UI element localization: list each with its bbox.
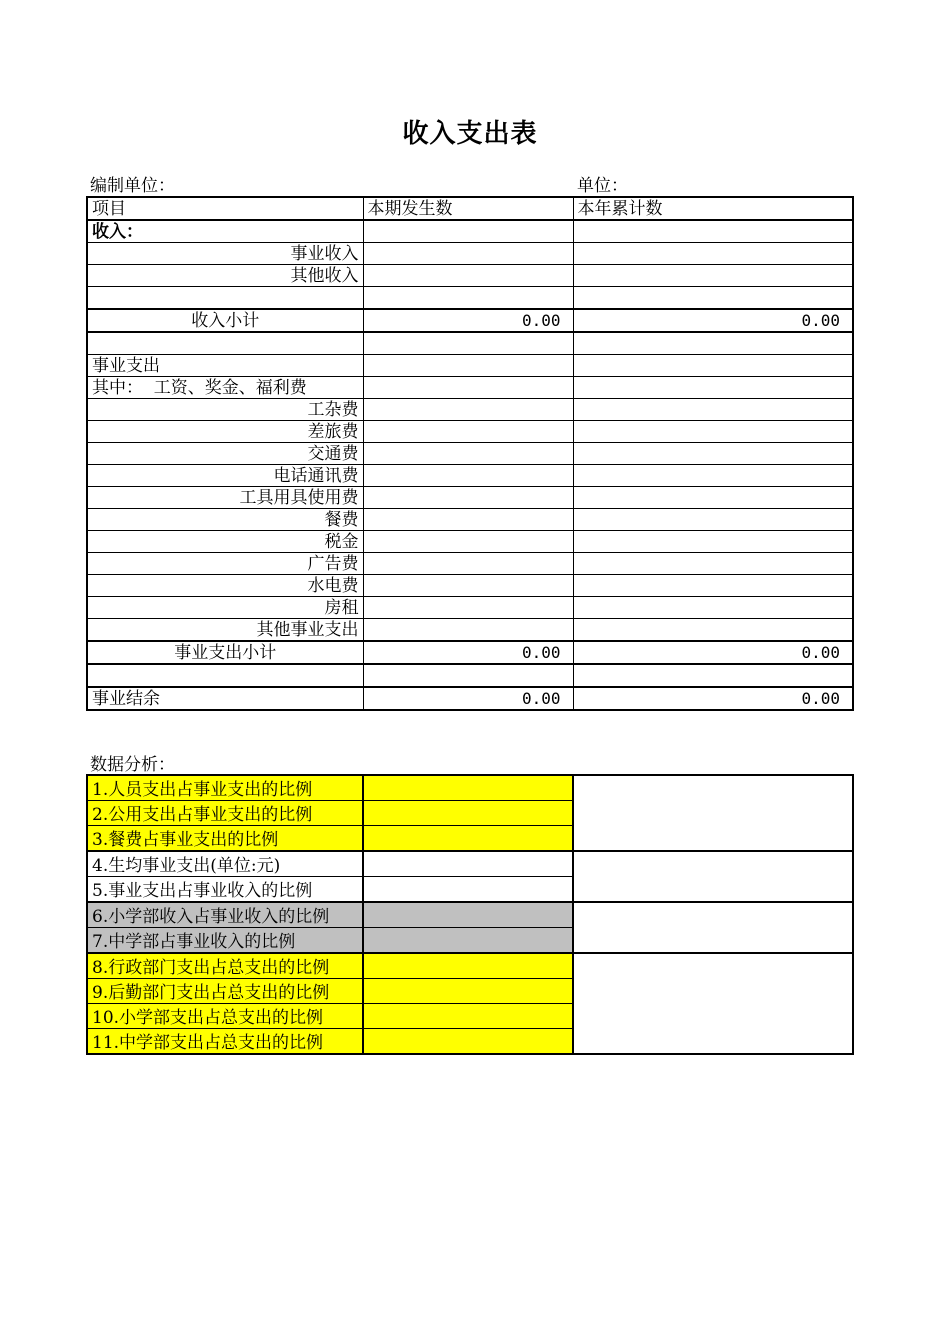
expense-heading: 事业支出 xyxy=(87,355,363,377)
analysis-item: 4.生均事业支出(单位:元) xyxy=(87,851,363,877)
surplus-period: 0.00 xyxy=(363,687,573,710)
cell-period[interactable] xyxy=(363,531,573,553)
expense-subtotal-ytd: 0.00 xyxy=(573,641,853,664)
cell-period[interactable] xyxy=(363,287,573,310)
row-label xyxy=(87,332,363,355)
analysis-value[interactable] xyxy=(363,1004,573,1029)
analysis-value[interactable] xyxy=(363,826,573,852)
cell-period[interactable] xyxy=(363,553,573,575)
income-subtotal-label: 收入小计 xyxy=(87,309,363,332)
analysis-value[interactable] xyxy=(363,902,573,928)
analysis-row xyxy=(87,902,853,928)
table-row xyxy=(87,553,853,575)
income-subtotal-period: 0.00 xyxy=(363,309,573,332)
income-subtotal-row xyxy=(87,309,853,332)
expense-subtotal-period: 0.00 xyxy=(363,641,573,664)
row-label: 其他收入 xyxy=(87,265,363,287)
cell-ytd[interactable] xyxy=(573,619,853,642)
cell-ytd[interactable] xyxy=(573,332,853,355)
analysis-label: 数据分析： xyxy=(90,755,175,775)
analysis-item: 10.小学部支出占总支出的比例 xyxy=(87,1004,363,1029)
row-label: 水电费 xyxy=(87,575,363,597)
analysis-row xyxy=(87,953,853,979)
cell-ytd[interactable] xyxy=(573,531,853,553)
cell-ytd[interactable] xyxy=(573,421,853,443)
cell-period[interactable] xyxy=(363,265,573,287)
row-label: 电话通讯费 xyxy=(87,465,363,487)
analysis-value[interactable] xyxy=(363,801,573,826)
analysis-row xyxy=(87,775,853,801)
analysis-table xyxy=(86,774,854,1055)
cell-period[interactable] xyxy=(363,399,573,421)
table-row xyxy=(87,597,853,619)
analysis-value[interactable] xyxy=(363,953,573,979)
cell-ytd[interactable] xyxy=(573,553,853,575)
cell-ytd[interactable] xyxy=(573,220,853,243)
analysis-value[interactable] xyxy=(363,979,573,1004)
table-row xyxy=(87,509,853,531)
header-row xyxy=(87,197,853,220)
table-row xyxy=(87,619,853,642)
cell-period[interactable] xyxy=(363,355,573,377)
table-row xyxy=(87,531,853,553)
table-row xyxy=(87,287,853,310)
row-label: 工具用具使用费 xyxy=(87,487,363,509)
cell-period[interactable] xyxy=(363,465,573,487)
analysis-note[interactable] xyxy=(573,851,853,902)
table-row xyxy=(87,664,853,687)
column-header-item: 项目 xyxy=(87,197,363,220)
row-label: 差旅费 xyxy=(87,421,363,443)
analysis-note[interactable] xyxy=(573,953,853,1054)
row-label: 广告费 xyxy=(87,553,363,575)
analysis-item: 11.中学部支出占总支出的比例 xyxy=(87,1029,363,1055)
cell-ytd[interactable] xyxy=(573,575,853,597)
income-heading: 收入： xyxy=(87,220,363,243)
analysis-item: 1.人员支出占事业支出的比例 xyxy=(87,775,363,801)
cell-period[interactable] xyxy=(363,220,573,243)
column-header-period: 本期发生数 xyxy=(363,197,573,220)
row-label: 事业收入 xyxy=(87,243,363,265)
analysis-item: 5.事业支出占事业收入的比例 xyxy=(87,877,363,903)
cell-ytd[interactable] xyxy=(573,597,853,619)
cell-period[interactable] xyxy=(363,575,573,597)
analysis-note[interactable] xyxy=(573,775,853,851)
row-label xyxy=(87,664,363,687)
analysis-value[interactable] xyxy=(363,851,573,877)
table-row xyxy=(87,377,853,399)
table-row xyxy=(87,265,853,287)
cell-ytd[interactable] xyxy=(573,355,853,377)
column-header-ytd: 本年累计数 xyxy=(573,197,853,220)
table-row xyxy=(87,487,853,509)
row-label: 房租 xyxy=(87,597,363,619)
expense-subtotal-row xyxy=(87,641,853,664)
table-row xyxy=(87,355,853,377)
surplus-ytd: 0.00 xyxy=(573,687,853,710)
surplus-row xyxy=(87,687,853,710)
row-label: 餐费 xyxy=(87,509,363,531)
analysis-value[interactable] xyxy=(363,1029,573,1055)
table-row xyxy=(87,575,853,597)
cell-period[interactable] xyxy=(363,332,573,355)
cell-ytd[interactable] xyxy=(573,443,853,465)
income-subtotal-ytd: 0.00 xyxy=(573,309,853,332)
expense-subtotal-label: 事业支出小计 xyxy=(87,641,363,664)
analysis-item: 9.后勤部门支出占总支出的比例 xyxy=(87,979,363,1004)
unit-label: 单位： xyxy=(577,176,628,196)
cell-ytd[interactable] xyxy=(573,243,853,265)
table-row xyxy=(87,332,853,355)
analysis-note[interactable] xyxy=(573,902,853,953)
cell-ytd[interactable] xyxy=(573,287,853,310)
table-row xyxy=(87,243,853,265)
analysis-row xyxy=(87,851,853,877)
cell-period[interactable] xyxy=(363,509,573,531)
row-label: 工杂费 xyxy=(87,399,363,421)
surplus-label: 事业结余 xyxy=(87,687,363,710)
cell-period[interactable] xyxy=(363,487,573,509)
table-row xyxy=(87,399,853,421)
income-expense-table xyxy=(86,196,854,711)
analysis-item: 2.公用支出占事业支出的比例 xyxy=(87,801,363,826)
cell-period[interactable] xyxy=(363,243,573,265)
analysis-value[interactable] xyxy=(363,775,573,801)
analysis-item: 6.小学部收入占事业收入的比例 xyxy=(87,902,363,928)
table-row xyxy=(87,465,853,487)
cell-period[interactable] xyxy=(363,664,573,687)
cell-ytd[interactable] xyxy=(573,487,853,509)
analysis-item: 3.餐费占事业支出的比例 xyxy=(87,826,363,852)
analysis-value[interactable] xyxy=(363,928,573,954)
cell-ytd[interactable] xyxy=(573,465,853,487)
cell-ytd[interactable] xyxy=(573,399,853,421)
analysis-item: 7.中学部占事业收入的比例 xyxy=(87,928,363,954)
compiler-label: 编制单位： xyxy=(90,176,175,196)
row-label xyxy=(87,287,363,310)
analysis-item: 8.行政部门支出占总支出的比例 xyxy=(87,953,363,979)
row-label: 交通费 xyxy=(87,443,363,465)
cell-ytd[interactable] xyxy=(573,265,853,287)
row-label: 其他事业支出 xyxy=(87,619,363,642)
cell-ytd[interactable] xyxy=(573,377,853,399)
row-label: 其中： 工资、奖金、福利费 xyxy=(87,377,363,399)
cell-period[interactable] xyxy=(363,597,573,619)
cell-period[interactable] xyxy=(363,377,573,399)
cell-period[interactable] xyxy=(363,619,573,642)
cell-ytd[interactable] xyxy=(573,664,853,687)
cell-period[interactable] xyxy=(363,421,573,443)
page-title: 收入支出表 xyxy=(402,119,538,149)
table-row xyxy=(87,443,853,465)
analysis-value[interactable] xyxy=(363,877,573,903)
table-row xyxy=(87,421,853,443)
cell-ytd[interactable] xyxy=(573,509,853,531)
row-label: 税金 xyxy=(87,531,363,553)
cell-period[interactable] xyxy=(363,443,573,465)
table-row xyxy=(87,220,853,243)
